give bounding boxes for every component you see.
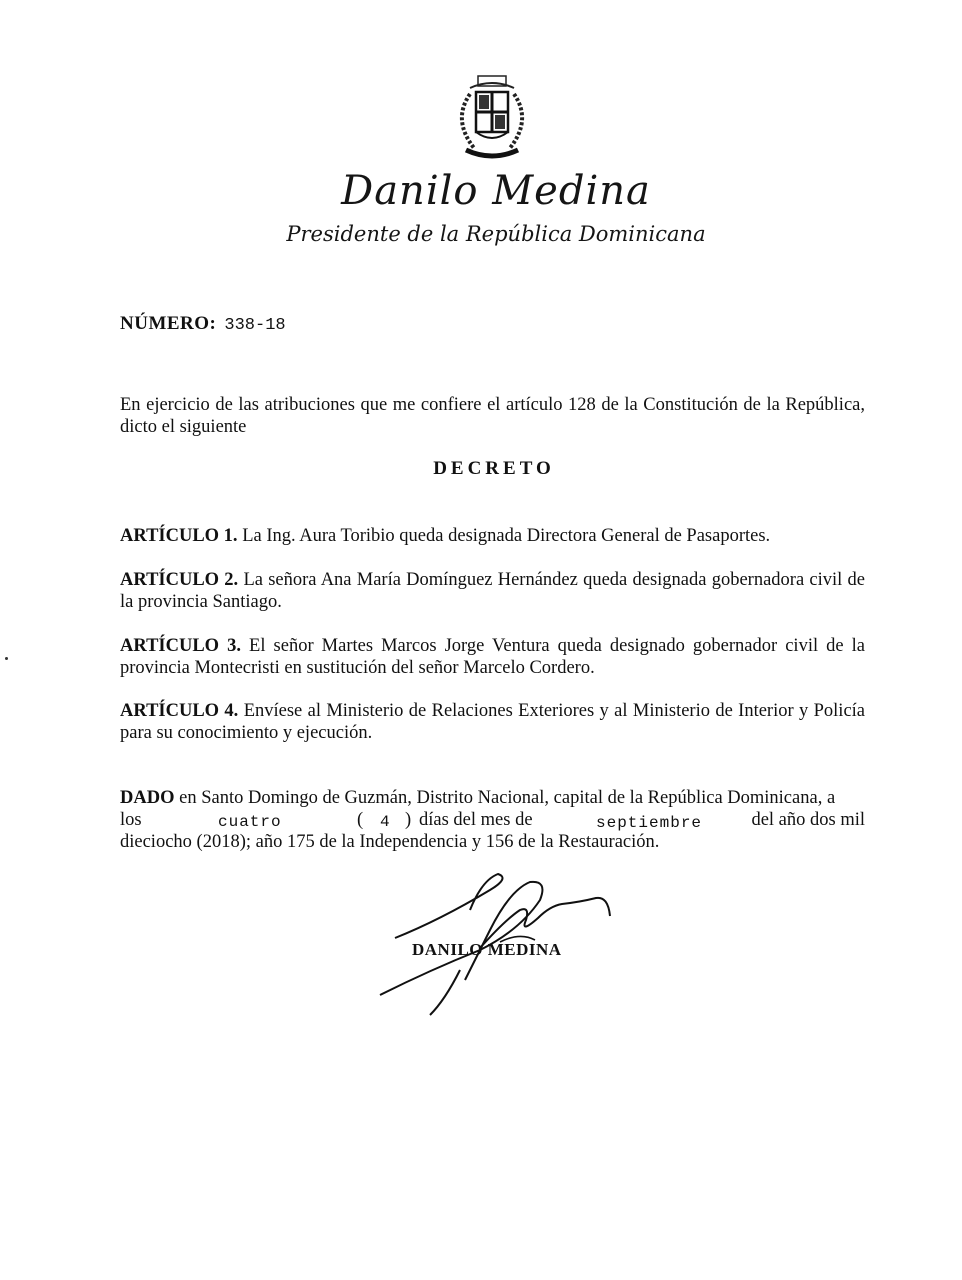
month-word: septiembre <box>596 814 703 832</box>
coat-of-arms-seal <box>440 70 544 170</box>
scan-speck <box>5 657 8 660</box>
day-number: 4 <box>380 813 391 831</box>
day-word: cuatro <box>218 813 282 831</box>
article-2-text: La señora Ana María Domínguez Hernández queda designada gobernadora civil de la provincia Santiago. <box>120 570 866 612</box>
day-close-paren: ) <box>405 810 412 830</box>
decree-number <box>120 313 286 335</box>
article-1 <box>120 525 865 547</box>
dado-line-1 <box>120 787 865 809</box>
article-1-label: ARTÍCULO 1. <box>120 526 238 546</box>
dias-text: días del mes de <box>419 810 533 830</box>
article-4-text: Envíese al Ministerio de Relaciones Exteriores y al Ministerio de Interior y Policía para su conocimiento y ejecución. <box>120 701 866 743</box>
day-open-paren: ( <box>357 810 364 830</box>
decree-number-value: 338-18 <box>224 316 286 335</box>
article-2-label: ARTÍCULO 2. <box>120 570 239 590</box>
article-1-text: La Ing. Aura Toribio queda designada Directora General de Pasaportes. <box>242 526 771 546</box>
los-text: los <box>120 810 142 830</box>
article-4-label: ARTÍCULO 4. <box>120 701 239 721</box>
dado-label: DADO <box>120 788 175 808</box>
article-3-text: El señor Martes Marcos Jorge Ventura queda designado gobernador civil de la provincia Montecristi en sustitución del señor Marcelo Cordero. <box>120 636 866 678</box>
dado-line-1-text: en Santo Domingo de Guzmán, Distrito Nacional, capital de la República Dominicana, a <box>179 788 836 808</box>
intro-paragraph: En ejercicio de las atribuciones que me confiere el artículo 128 de la Constitución de la República, dicto el siguiente <box>120 395 865 437</box>
dado-line-3 <box>120 831 865 853</box>
signatory-name: DANILO MEDINA <box>412 940 562 959</box>
president-name-header: Danilo Medina <box>341 168 651 214</box>
dado-paragraph <box>120 787 865 853</box>
article-4 <box>120 700 865 744</box>
article-2 <box>120 569 865 613</box>
dado-line-3-text: dieciocho (2018); año 175 de la Independencia y 156 de la Restauración. <box>120 832 660 852</box>
year-text: del año dos mil <box>751 810 865 830</box>
article-3 <box>120 635 865 679</box>
president-title-header: Presidente de la República Dominicana <box>286 222 706 246</box>
article-3-label: ARTÍCULO 3. <box>120 636 241 656</box>
dado-line-2 <box>120 809 865 831</box>
decree-heading: DECRETO <box>433 458 555 479</box>
decree-number-label: NÚMERO: <box>120 313 217 334</box>
